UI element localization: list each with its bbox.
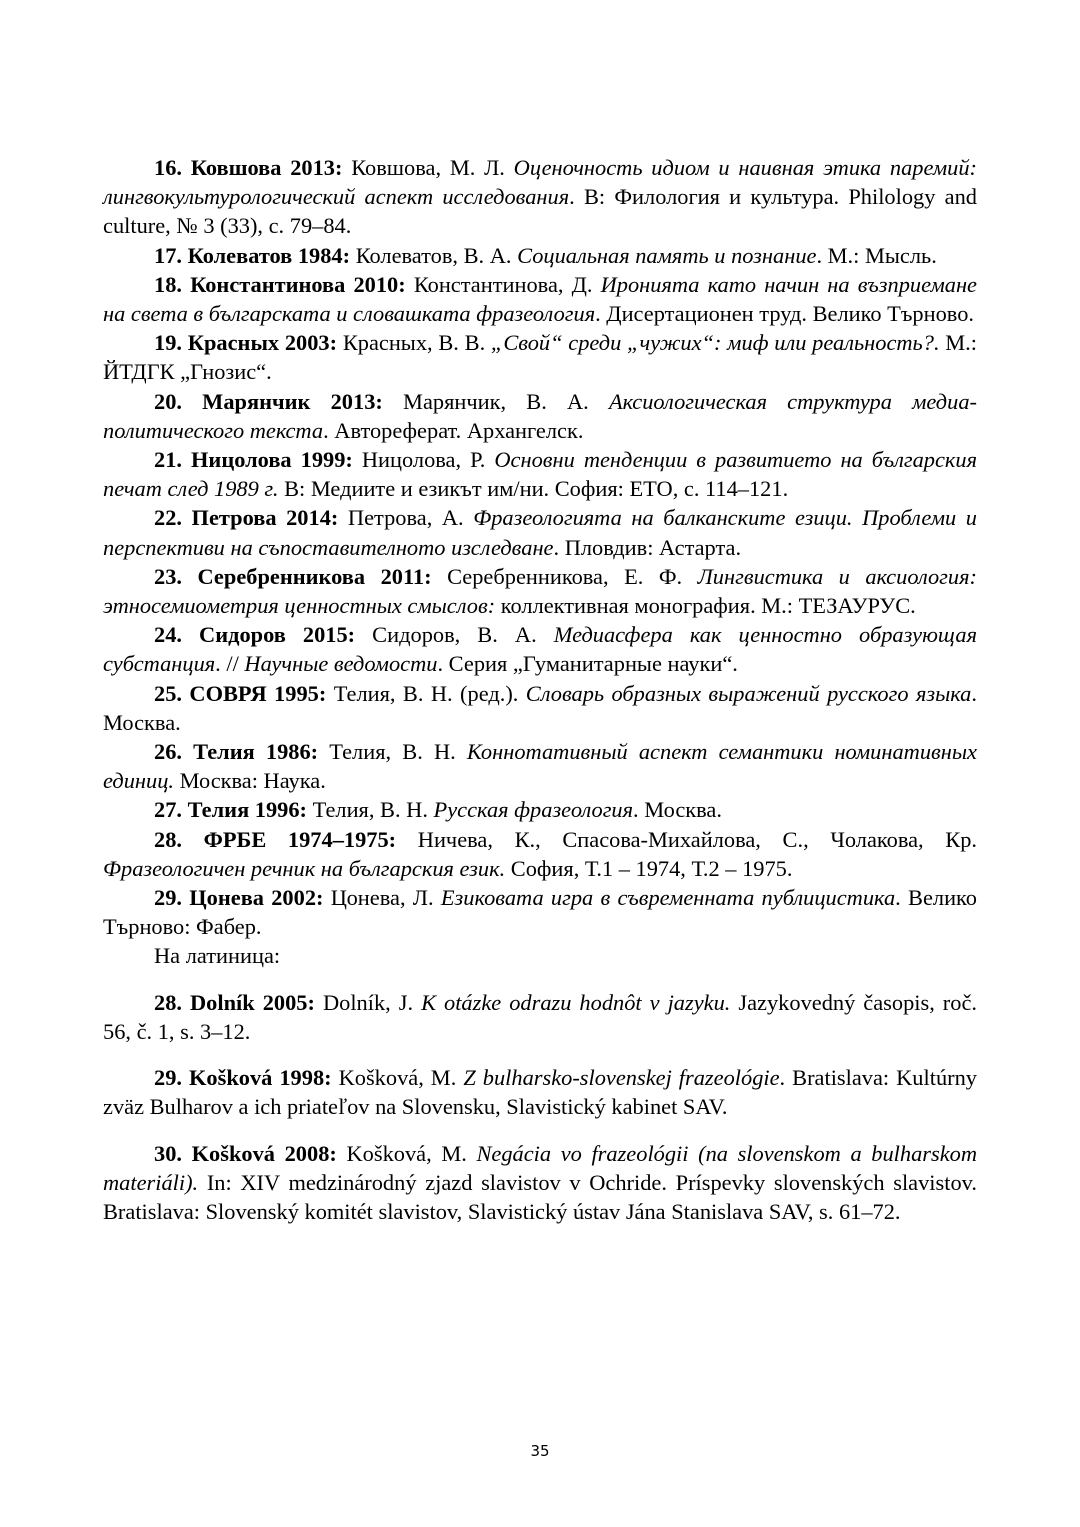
- entry-title: Negácia vo frazeológii (na slovenskom a bulharskom materiáli).: [103, 1140, 977, 1195]
- bibliography-entry: 25. СОВРЯ 1995: Телия, В. Н. (ред.). Словарь образных выражений русского языка. Москва.: [103, 680, 977, 735]
- entry-label: 30. Košková 2008:: [154, 1140, 337, 1166]
- entry-title: Фразеологичен речник на българския език.: [103, 855, 506, 881]
- entry-label: 20. Марянчик 2013:: [154, 388, 383, 414]
- entry-label: 17. Колеватов 1984:: [154, 242, 351, 268]
- bibliography: [103, 153, 977, 1226]
- entry-title: Иронията като начин на възприемане на света в българската и словашката фразеология: [103, 271, 978, 327]
- entry-label: 16. Ковшова 2013:: [154, 155, 343, 180]
- bibliography-entry: 17. Колеватов 1984: Колеватов, В. А. Социальная память и познание. М.: Мысль.: [154, 242, 937, 268]
- entry-title: Фразеологията на балканските езици. Проблеми и перспективи на съпоставителното изследване: [103, 505, 977, 560]
- entry-label: 29. Košková 1998:: [154, 1065, 332, 1091]
- entry-label: 18. Константинова 2010:: [154, 271, 406, 297]
- entry-label: 21. Ницолова 1999:: [154, 447, 353, 473]
- entry-title: Аксиологическая структура медиа-политического текста: [103, 388, 977, 443]
- bibliography-entry: 24. Сидоров 2015: Сидоров, В. А. Медиасфера как ценностно образующая субстанция. // Научные ведомости. Серия „Гуманитарные науки“.: [103, 622, 977, 677]
- bibliography-entry: 26. Телия 1986: Телия, В. Н. Коннотативный аспект семантики номинативных единиц. Москва: Наука.: [103, 739, 977, 794]
- bibliography-entry: 28. ФРБЕ 1974–1975: Ничева, К., Спасова-Михайлова, С., Чолакова, Кр. Фразеологичен речник на българския език. София, Т.1 – 1974, Т.2 – 1975.: [103, 826, 977, 881]
- entry-label: 27. Телия 1996:: [154, 797, 308, 823]
- bibliography-entry: 22. Петрова 2014: Петрова, А. Фразеологията на балканските езици. Проблеми и перспективи на съпоставителното изследване. Пловдив: Астарта.: [103, 505, 977, 560]
- entry-label: 28. Dolník 2005:: [154, 989, 315, 1015]
- entry-title: K otázke odrazu hodnôt v jazyku.: [421, 989, 731, 1015]
- entry-label: 28. ФРБЕ 1974–1975:: [154, 826, 397, 852]
- bibliography-entry: 23. Серебренникова 2011: Серебренникова, Е. Ф. Лингвистика и аксиология: этносемиометрия ценностных смыслов: коллективная монография. М.: ТЕЗАУРУС.: [103, 563, 977, 619]
- bibliography-entry: 27. Телия 1996: Телия, В. Н. Русская фразеология. Москва.: [154, 797, 722, 823]
- entry-title: Коннотативный аспект семантики номинативных единиц.: [103, 739, 977, 794]
- bibliography-entry: 28. Dolník 2005: Dolník, J. K otázke odrazu hodnôt v jazyku. Jazykovedný časopis, roč. 56, č. 1, s. 3–12.: [103, 989, 977, 1044]
- entry-label: 26. Телия 1986:: [154, 739, 319, 765]
- bibliography-entry: 30. Košková 2008: Košková, M. Negácia vo frazeológii (na slovenskom a bulharskom materiáli). In: XIV medzinárodný zjazd slavistov v Ochride. Príspevky slovenských slavistov. Bratislava: Slovenský komitét slavistov, Slavistický ústav Jána Stanislava SAV, s. 61–72.: [103, 1140, 977, 1224]
- entry-label: 23. Серебренникова 2011:: [154, 563, 432, 589]
- bibliography-entry: 29. Цонева 2002: Цонева, Л. Езиковата игра в съвременната публицистика. Велико Търново: Фабер.: [103, 885, 977, 940]
- latin-section-heading: На латиница:: [154, 943, 281, 969]
- entry-title: Словарь образных выражений русского языка: [525, 680, 972, 706]
- entry-title: Z bulharsko-slovenskej frazeológie: [463, 1065, 780, 1091]
- bibliography-entry: 21. Ницолова 1999: Ницолова, Р. Основни тенденции в развитието на българския печат след 1989 г. В: Медиите и езикът им/ни. София: ЕТО, с. 114–121.: [103, 447, 977, 502]
- entry-title: Социальная память и познание: [517, 242, 817, 268]
- entry-title: Лингвистика и аксиология: этносемиометрия ценностных смыслов:: [103, 563, 977, 619]
- entry-title: Езиковата игра в съвременната публицистика: [440, 885, 896, 911]
- entry-label: 24. Сидоров 2015:: [154, 622, 356, 648]
- entry-label: 29. Цонева 2002:: [154, 885, 324, 911]
- bibliography-entry: 20. Марянчик 2013: Марянчик, В. А. Аксиологическая структура медиа-политического текста. Автореферат. Архангелск.: [103, 388, 977, 443]
- bibliography-entry: 16. Ковшова 2013: Ковшова, М. Л. Оценочность идиом и наивная этика паремий: лингвокультурологический аспект исследования. В: Филология и культура. Philology and culture, № 3 (33), с. 79–84.: [103, 155, 977, 239]
- bibliography-entry: 19. Красных 2003: Красных, В. В. „Свой“ среди „чужих“: миф или реальность?. М.: ЙТДГК „Гнозис“.: [103, 330, 978, 385]
- bibliography-entry: 18. Константинова 2010: Константинова, Д. Иронията като начин на възприемане на света в българската и словашката фразеология. Дисертационен труд. Велико Търново.: [103, 271, 978, 327]
- entry-title: Оценочность идиом и наивная этика паремий: лингвокультурологический аспект исследования: [103, 155, 977, 210]
- entry-label: 19. Красных 2003:: [154, 330, 338, 356]
- entry-title: „Свой“ среди „чужих“: миф или реальность?.: [490, 330, 940, 356]
- bibliography-entry: 29. Košková 1998: Košková, M. Z bulharsko-slovenskej frazeológie. Bratislava: Kultúrny zväz Bulharov a ich priateľov na Slovensku, Slavistický kabinet SAV.: [103, 1065, 977, 1120]
- entry-title: Основни тенденции в развитието на българския печат след 1989 г.: [103, 447, 977, 502]
- entry-title: Медиасфера как ценностно образующая субстанция: [103, 622, 977, 677]
- entry-label: 22. Петрова 2014:: [154, 505, 339, 531]
- entry-journal-title: Научные ведомости: [244, 651, 438, 677]
- entry-label: 25. СОВРЯ 1995:: [154, 680, 327, 706]
- entry-title: Русская фразеология: [433, 797, 634, 823]
- page-number: 35: [530, 1442, 550, 1460]
